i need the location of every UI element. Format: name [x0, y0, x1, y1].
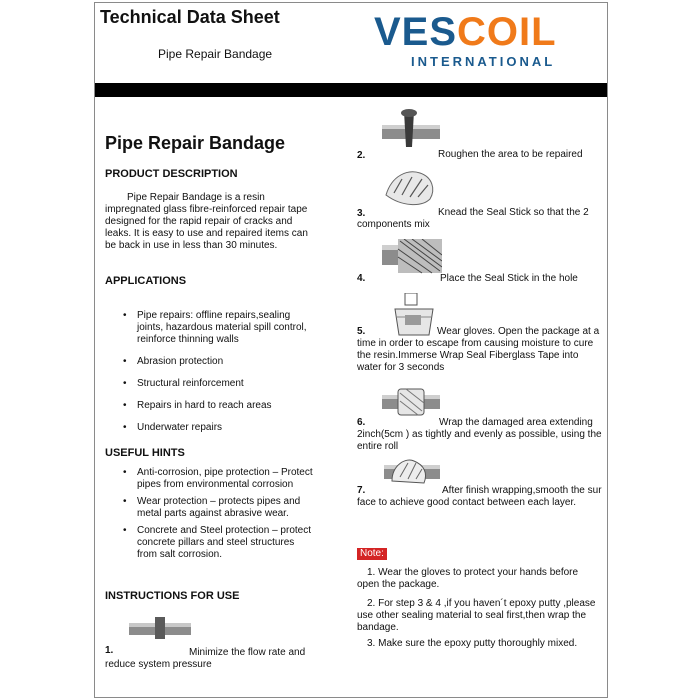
step-5-number: 5. — [357, 326, 366, 337]
description-heading: PRODUCT DESCRIPTION — [105, 168, 238, 180]
logo-ves: VES — [374, 10, 458, 54]
data-sheet — [94, 2, 608, 698]
list-item: • Structural reinforcement — [123, 378, 313, 390]
list-item: • Abrasion protection — [123, 356, 313, 368]
note-label: Note: — [357, 548, 387, 560]
logo-coil: COIL — [457, 10, 557, 54]
note-item: 2. For step 3 & 4 ,if you haven´t epoxy putty ,please use other sealing material to seal first,then wrap the bandage. — [357, 598, 596, 633]
note-item: 1. Wear the gloves to protect your hands before open the package. — [357, 567, 579, 590]
brush-pipe-icon — [382, 239, 442, 275]
header-divider-bar — [95, 83, 607, 97]
step-6-text: Wrap the damaged area extending 2inch(5cm ) as tightly and evenly as possible, using the entire roll — [357, 417, 602, 452]
sheet-title: Technical Data Sheet — [100, 7, 280, 27]
step-2-number: 2. — [357, 150, 366, 161]
step-3-number: 3. — [357, 208, 366, 219]
step-7-number: 7. — [357, 485, 366, 496]
applications-list — [123, 310, 313, 444]
step-3-text: Knead the Seal Stick so that the 2 components mix — [357, 207, 589, 230]
list-item: • Pipe repairs: offline repairs,sealing joints, hazardous material spill control, reinforce thinning walls — [123, 310, 313, 346]
logo-international: INTERNATIONAL — [411, 54, 556, 69]
step-4-number: 4. — [357, 273, 366, 284]
step-6-number: 6. — [357, 417, 366, 428]
step-1-text: Minimize the flow rate and reduce system pressure — [105, 647, 306, 670]
kneading-hands-icon — [382, 165, 440, 209]
sheet-subtitle: Pipe Repair Bandage — [158, 47, 273, 61]
hints-heading: USEFUL HINTS — [105, 447, 185, 459]
step-5-text: Wear gloves. Open the package at a time in order to escape from causing moisture to cure the resin.Immerse Wrap Seal Fiberglass Tape into water for 3 seconds — [357, 326, 600, 373]
list-item: • Repairs in hard to reach areas — [123, 400, 313, 412]
list-item: • Underwater repairs — [123, 422, 313, 434]
list-item: • Wear protection – protects pipes and metal parts against abrasive wear. — [123, 496, 313, 520]
sanding-pipe-icon — [382, 107, 440, 155]
hints-list — [123, 467, 313, 566]
step-7-text: After finish wrapping,smooth the sur face to achieve good contact between each layer. — [357, 485, 602, 508]
valve-pipe-icon — [129, 615, 191, 641]
note-item: 3. Make sure the epoxy putty thoroughly mixed. — [367, 638, 578, 649]
vescoil-logo — [374, 8, 557, 56]
description-text: Pipe Repair Bandage is a resin impregnated glass fibre-reinforced repair tape designed for the rapid repair of cracks and leaks. It is easy to use and repaired items can be back in use in less than 30 minutes. — [105, 192, 308, 251]
description-paragraph — [105, 192, 321, 252]
list-item: • Concrete and Steel protection – protect concrete pillars and steel structures from salt corrosion. — [123, 525, 313, 561]
instructions-heading: INSTRUCTIONS FOR USE — [105, 590, 240, 602]
list-item: • Anti-corrosion, pipe protection – Protect pipes from environmental corrosion — [123, 467, 313, 491]
step-4-text: Place the Seal Stick in the hole — [440, 273, 578, 284]
step-2-text: Roughen the area to be repaired — [438, 149, 583, 160]
applications-heading: APPLICATIONS — [105, 275, 187, 287]
step-1-number: 1. — [105, 645, 114, 656]
product-title: Pipe Repair Bandage — [105, 133, 286, 153]
